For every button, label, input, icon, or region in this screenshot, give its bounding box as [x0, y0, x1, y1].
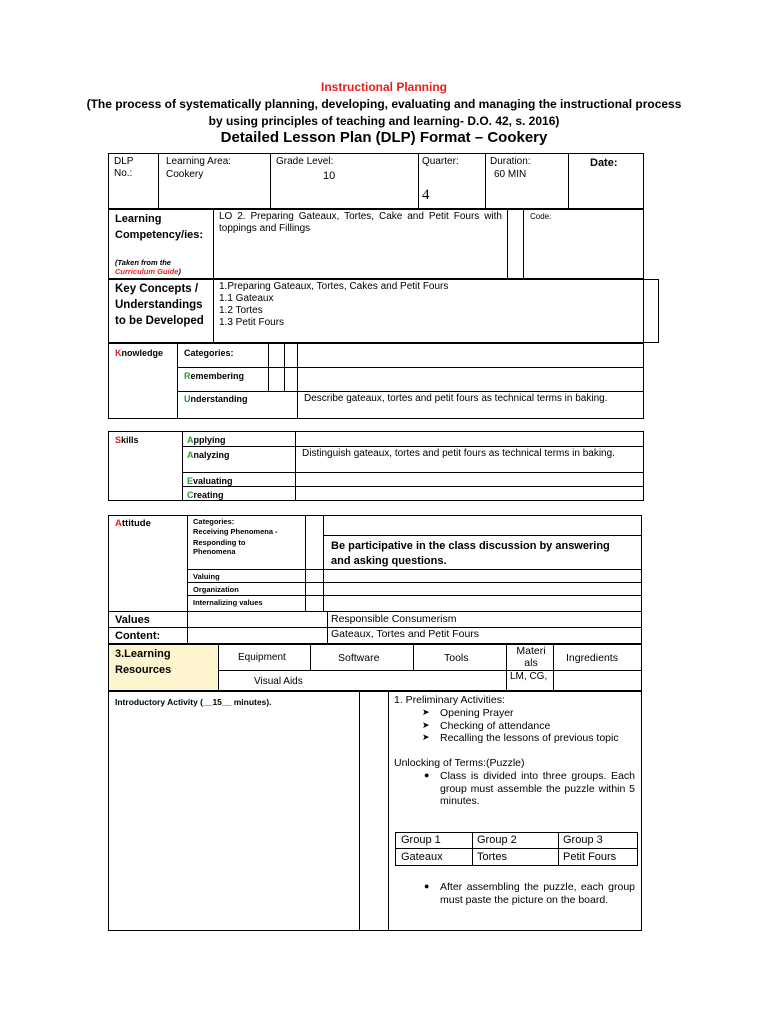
- preliminary-item: Recalling the lessons of previous topic: [440, 732, 619, 744]
- values-label: Values: [115, 614, 150, 626]
- date-label: Date:: [590, 157, 618, 169]
- learning-area-value: Cookery: [166, 169, 204, 180]
- duration-label: Duration:: [490, 156, 531, 167]
- curriculum-guide-note: (Taken from the Curriculum Guide): [115, 258, 181, 276]
- equipment-header: Equipment: [238, 652, 286, 663]
- dot-bullet-icon: ●: [424, 770, 430, 780]
- after-puzzle-instructions: After assembling the puzzle, each group must paste the picture on the board.: [440, 881, 635, 906]
- content-label: Content:: [115, 630, 161, 642]
- key-concept-item: 1.1 Gateaux: [219, 293, 274, 304]
- knowledge-categories-label: Categories:: [184, 348, 234, 358]
- lm-cg-cell: LM, CG,: [510, 671, 548, 682]
- arrow-bullet-icon: ➤: [422, 707, 430, 717]
- introductory-activity-label: Introductory Activity (__15__ minutes).: [115, 697, 272, 707]
- analyzing-objective: Distinguish gateaux, tortes and petit fours as technical terms in baking.: [302, 448, 615, 459]
- learning-area-label: Learning Area:: [166, 156, 232, 167]
- dlp-number-label: DLP No.:: [114, 156, 134, 179]
- arrow-bullet-icon: ➤: [422, 732, 430, 742]
- arrow-bullet-icon: ➤: [422, 720, 430, 730]
- competency-text: LO 2. Preparing Gateaux, Tortes, Cake and Petit Fours with toppings and Fillings: [219, 211, 502, 234]
- understanding-label: Understanding: [184, 394, 248, 404]
- group-term: Tortes: [477, 851, 507, 863]
- group-term: Petit Fours: [563, 851, 617, 863]
- visual-aids-cell: Visual Aids: [254, 676, 303, 687]
- creating-label: Creating: [187, 490, 224, 500]
- attitude-objective: Be participative in the class discussion by answering and asking questions.: [331, 540, 610, 567]
- key-concept-item: 1.2 Tortes: [219, 305, 263, 316]
- grade-level-value: 10: [323, 170, 336, 182]
- dot-bullet-icon: ●: [424, 881, 430, 891]
- evaluating-label: Evaluating: [187, 476, 233, 486]
- quarter-label: Quarter:: [422, 156, 459, 167]
- organization-label: Organization: [193, 585, 239, 594]
- applying-label: Applying: [187, 435, 226, 445]
- learning-competency-label: Learning Competency/ies:: [115, 213, 204, 241]
- skills-label: Skills: [115, 435, 139, 445]
- preliminary-activities-heading: 1. Preliminary Activities:: [394, 694, 505, 706]
- attitude-categories-label: Categories:: [193, 517, 235, 526]
- document-subtitle: (The process of systematically planning, developing, evaluating and managing the instructional process by using principles of teaching and learning- D.O. 42, s. 2016): [86, 97, 682, 128]
- responding-phenomena-label: Responding to Phenomena: [193, 538, 246, 556]
- quarter-value: 4: [422, 187, 430, 203]
- key-concepts-label: Key Concepts / Understandings to be Developed: [115, 283, 204, 327]
- unlocking-terms-heading: Unlocking of Terms:(Puzzle): [394, 757, 525, 769]
- code-label: Code:: [530, 212, 552, 221]
- format-title: Detailed Lesson Plan (DLP) Format – Cookery: [220, 129, 548, 146]
- learning-resources-label: 3.Learning Resources: [115, 648, 172, 676]
- key-concept-item: 1.Preparing Gateaux, Tortes, Cakes and Petit Fours: [219, 281, 449, 292]
- attitude-label: Attitude: [115, 518, 151, 529]
- key-concept-item: 1.3 Petit Fours: [219, 317, 285, 328]
- materials-header: Materi als: [516, 645, 546, 669]
- group-header: Group 3: [563, 834, 603, 846]
- knowledge-label: Knowledge: [115, 348, 164, 358]
- content-text: Gateaux, Tortes and Petit Fours: [331, 628, 480, 640]
- valuing-label: Valuing: [193, 572, 220, 581]
- group-term: Gateaux: [401, 851, 443, 863]
- understanding-objective: Describe gateaux, tortes and petit fours as technical terms in baking.: [304, 393, 608, 404]
- remembering-label: Remembering: [184, 371, 245, 381]
- preliminary-item: Checking of attendance: [440, 720, 551, 732]
- preliminary-item: Opening Prayer: [440, 707, 514, 719]
- tools-header: Tools: [444, 652, 469, 664]
- group-header: Group 1: [401, 834, 441, 846]
- values-text: Responsible Consumerism: [331, 613, 457, 625]
- receiving-phenomena-label: Receiving Phenomena -: [193, 527, 278, 536]
- ingredients-header: Ingredients: [566, 652, 618, 664]
- document-title: Instructional Planning: [320, 80, 447, 94]
- analyzing-label: Analyzing: [187, 450, 230, 460]
- group-header: Group 2: [477, 834, 517, 846]
- duration-value: 60 MIN: [494, 169, 527, 180]
- internalizing-label: Internalizing values: [193, 598, 263, 607]
- grade-level-label: Grade Level:: [276, 156, 334, 167]
- software-header: Software: [338, 652, 380, 664]
- puzzle-instructions: Class is divided into three groups. Each group must assemble the puzzle within 5 minutes.: [440, 770, 635, 807]
